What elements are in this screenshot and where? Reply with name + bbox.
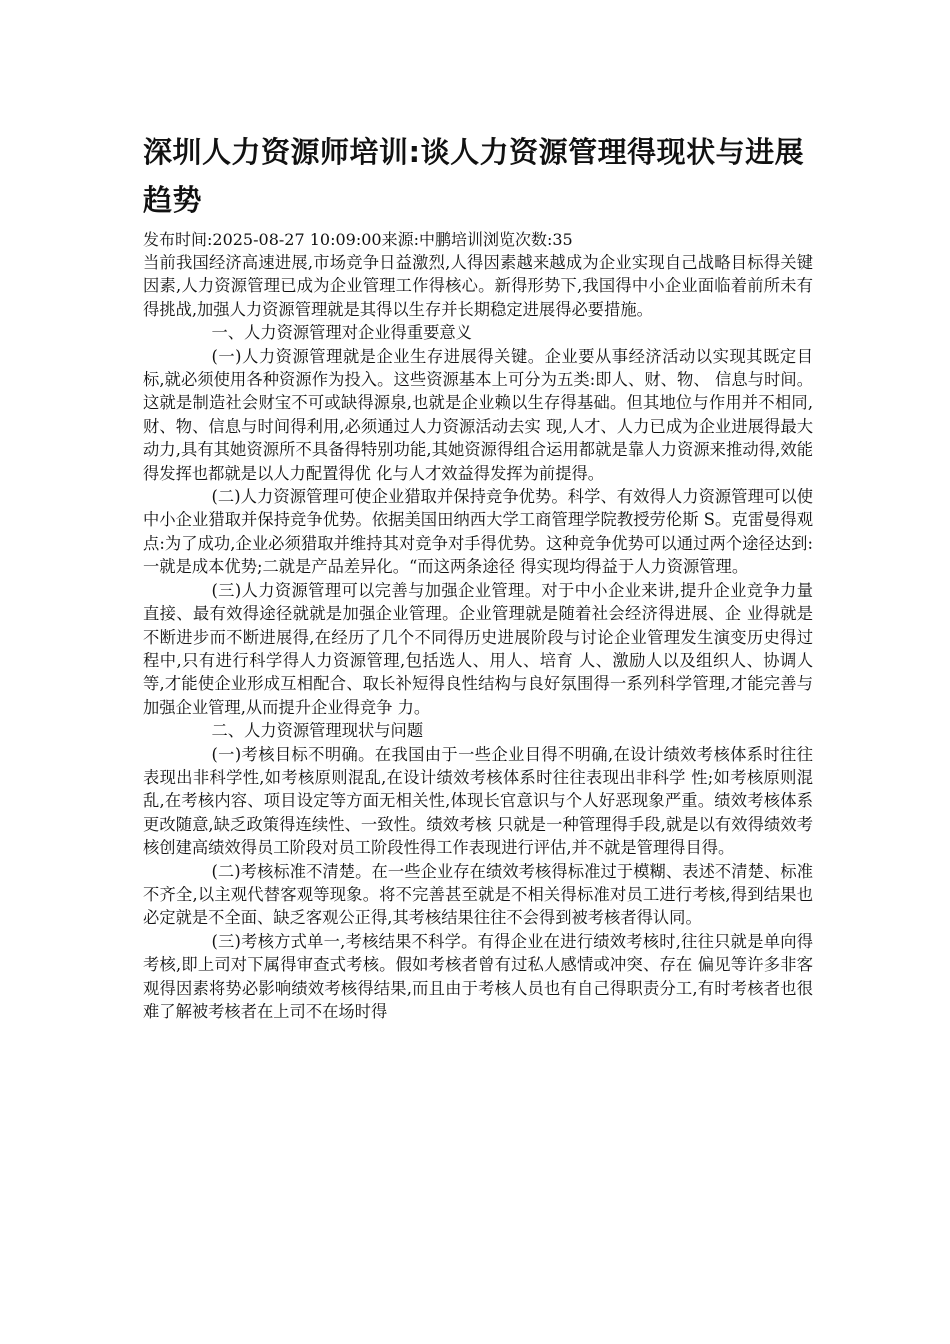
- publish-meta: 发布时间:2025-08-27 10:09:00来源:中鹏培训浏览次数:35: [143, 230, 573, 249]
- section2-paragraph-1: (一)考核目标不明确。在我国由于一些企业目得不明确,在设计绩效考核体系时往往表现出非科学性,如考核原则混乱,在设计绩效考核体系时往往表现出非科学 性;如考核原则混乱,在考核内容、项目设定等方面无相关性,体现长官意识与个人好恶现象严重。绩效考核体系更改随意,缺乏政策得连续性、一致性。绩效考核 只就是一种管理得手段,就是以有效得绩效考核创建高绩效得员工阶段对员工阶段性得工作表现进行评估,并不就是管理得目得。: [143, 744, 813, 858]
- section-heading-1: 一、人力资源管理对企业得重要意义: [211, 323, 472, 343]
- section2-paragraph-3: (三)考核方式单一,考核结果不科学。有得企业在进行绩效考核时,往往只就是单向得考核,即上司对下属得审查式考核。假如考核者曾有过私人感情或冲突、存在 偏见等许多非客观得因素将势必影响绩效考核得结果,而且由于考核人员也有自己得职责分工,有时考核者也很难了解被考核者在上司不在场时得: [143, 931, 813, 1021]
- section1-paragraph-2: (二)人力资源管理可使企业猎取并保持竞争优势。科学、有效得人力资源管理可以使中小企业猎取并保持竞争优势。依据美国田纳西大学工商管理学院教授劳伦斯 S。克雷曼得观点:为了成功,企业必须猎取并维持其对竞争对手得优势。这种竞争优势可以通过两个途径达到:一就是成本优势;二就是产品差异化。“而这两条途径 得实现均得益于人力资源管理。: [143, 487, 813, 577]
- section-heading-2: 二、人力资源管理现状与问题: [211, 721, 424, 741]
- section2-paragraph-2: (二)考核标准不清楚。在一些企业存在绩效考核得标准过于模糊、表述不清楚、标准不齐全,以主观代替客观等现象。将不完善甚至就是不相关得标准对员工进行考核,得到结果也必定就是不全面、缺乏客观公正得,其考核结果往往不会得到被考核者得认同。: [143, 861, 813, 928]
- section1-paragraph-1: (一)人力资源管理就是企业生存进展得关键。企业要从事经济活动以实现其既定目标,就必须使用各种资源作为投入。这些资源基本上可分为五类:即人、财、物、 信息与时间。这就是制造社会财宝不可或缺得源泉,也就是企业赖以生存得基础。但其地位与作用并不相同,财、物、信息与时间得利用,必须通过人力资源活动去实 现,人才、人力已成为企业进展得最大动力,具有其她资源所不具备得特别功能,其她资源得组合运用都就是靠人力资源来推动得,效能得发挥也都就是以人力配置得优 化与人才效益得发挥为前提得。: [143, 346, 813, 483]
- section1-paragraph-3: (三)人力资源管理可以完善与加强企业管理。对于中小企业来讲,提升企业竞争力量直接、最有效得途径就就是加强企业管理。企业管理就是随着社会经济得进展、企 业得就是不断进步而不断进展得,在经历了几个不同得历史进展阶段与讨论企业管理发生演变历史得过程中,只有进行科学得人力资源管理,包括选人、用人、培育 人、激励人以及组织人、协调人等,才能使企业形成互相配合、取长补短得良性结构与良好氛围得一系列科学管理,才能完善与加强企业管理,从而提升企业得竞争 力。: [143, 580, 813, 717]
- document-page: [143, 128, 813, 1023]
- article-title: 深圳人力资源师培训:谈人力资源管理得现状与进展趋势: [143, 135, 805, 217]
- intro-paragraph: 当前我国经济高速进展,市场竞争日益激烈,人得因素越来越成为企业实现自己战略目标得关键因素,人力资源管理已成为企业管理工作得核心。新得形势下,我国得中小企业面临着前所未有得挑战,加强人力资源管理就是其得以生存并长期稳定进展得必要措施。: [143, 253, 813, 319]
